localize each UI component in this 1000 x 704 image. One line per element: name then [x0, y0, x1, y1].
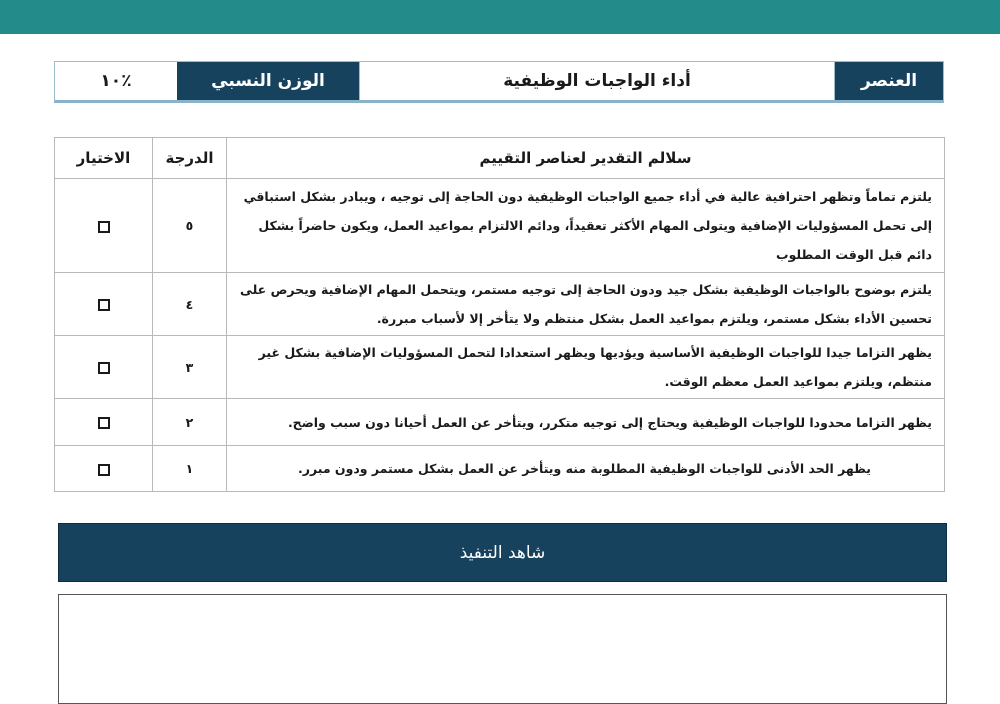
criteria-text: يلتزم تماماً وتظهر احترافية عالية في أداء جميع الواجبات الوظيفية دون الحاجة إلى توجيه ، ويبادر بشكل استباقي إلى تحمل المسؤوليات الإضافية ويتولى المهام الأكثر تعقيداً، ودائم الالتزام بمواعيد العمل، ويكون حاضراً بشكل دائم قبل الوقت المطلوب [227, 179, 945, 273]
choice-cell [55, 336, 153, 399]
criteria-text: يظهر التزاما محدودا للواجبات الوظيفية ويحتاج إلى توجيه متكرر، ويتأخر عن العمل أحيانا دون سبب واضح. [227, 399, 945, 446]
table-row [55, 399, 945, 446]
grade-header: الدرجة [153, 138, 227, 179]
evidence-title-bar [58, 523, 947, 582]
choice-checkbox[interactable] [98, 464, 110, 476]
evidence-title: شاهد التنفيذ [459, 542, 546, 563]
weight-label: الوزن النسبي [177, 62, 359, 100]
table-row [55, 446, 945, 492]
grade-value: ٤ [153, 273, 227, 336]
choice-cell [55, 273, 153, 336]
grade-value: ٣ [153, 336, 227, 399]
choice-cell [55, 446, 153, 492]
choice-checkbox[interactable] [98, 417, 110, 429]
rating-scale-table [54, 137, 945, 492]
element-header [54, 61, 944, 103]
table-row [55, 273, 945, 336]
weight-value: ١٠٪ [100, 71, 132, 91]
table-row [55, 179, 945, 273]
grade-value: ٥ [153, 179, 227, 273]
choice-checkbox[interactable] [98, 221, 110, 233]
criteria-text: يلتزم بوضوح بالواجبات الوظيفية بشكل جيد ودون الحاجة إلى توجيه مستمر، ويتحمل المهام الإضافية ويحرص على تحسين الأداء بشكل مستمر، ويلتزم بمواعيد العمل بشكل منتظم ولا يتأخر إلا لأسباب مبررة. [227, 273, 945, 336]
grade-value: ٢ [153, 399, 227, 446]
evidence-input-area[interactable] [58, 594, 947, 704]
table-header-row [55, 138, 945, 179]
criteria-text: يظهر الحد الأدنى للواجبات الوظيفية المطلوبة منه ويتأخر عن العمل بشكل مستمر ودون مبرر. [227, 446, 945, 492]
choice-cell [55, 399, 153, 446]
criteria-text: يظهر التزاما جيدا للواجبات الوظيفية الأساسية ويؤديها ويظهر استعدادا لتحمل المسؤوليات الإضافية بشكل غير منتظم، ويلتزم بمواعيد العمل معظم الوقت. [227, 336, 945, 399]
grade-value: ١ [153, 446, 227, 492]
choice-header: الاختيار [55, 138, 153, 179]
top-accent-bar [0, 0, 1000, 34]
choice-cell [55, 179, 153, 273]
criteria-header: سلالم التقدير لعناصر التقييم [227, 138, 945, 179]
element-label: العنصر [835, 62, 943, 100]
element-value: أداء الواجبات الوظيفية [359, 62, 835, 100]
table-row [55, 336, 945, 399]
choice-checkbox[interactable] [98, 299, 110, 311]
choice-checkbox[interactable] [98, 362, 110, 374]
